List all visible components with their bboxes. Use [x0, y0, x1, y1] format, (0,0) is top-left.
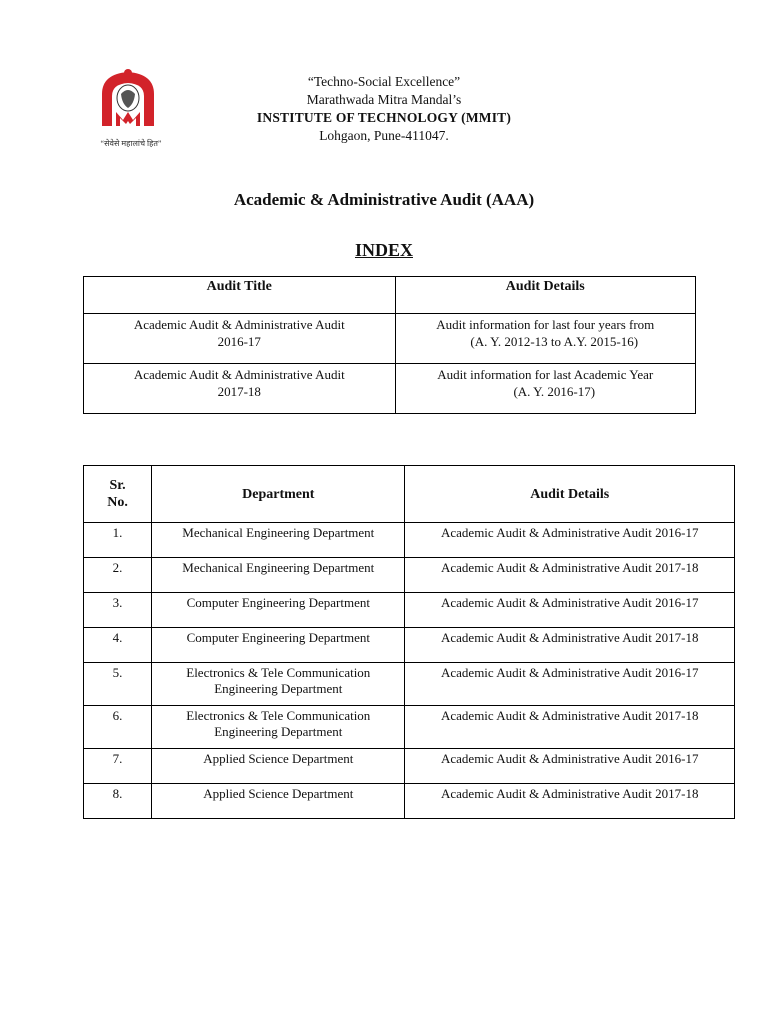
sr-cell: 7.	[84, 749, 152, 784]
table-row	[84, 314, 696, 364]
department-cell	[152, 593, 405, 628]
sr-cell: 8.	[84, 784, 152, 819]
table-row	[84, 706, 735, 749]
department-cell	[152, 523, 405, 558]
department-name: Electronics & Tele Communication	[186, 665, 371, 680]
tagline: “Techno-Social Excellence”	[307, 74, 461, 89]
audit-details-cell: Academic Audit & Administrative Audit 2016-17	[405, 593, 735, 628]
column-header-department: Department	[152, 466, 405, 523]
sr-cell: 2.	[84, 558, 152, 593]
department-cell	[152, 784, 405, 819]
sr-label: Sr.	[109, 478, 126, 493]
department-name: Applied Science Department	[203, 786, 354, 801]
department-cell	[152, 663, 405, 706]
organization-name: Marathwada Mitra Mandal’s	[306, 92, 462, 107]
department-name: Computer Engineering Department	[186, 595, 370, 610]
table-row	[84, 663, 735, 706]
audit-title-year: 2017-18	[217, 384, 261, 399]
department-cell	[152, 706, 405, 749]
no-label: No.	[107, 495, 128, 510]
sr-cell: 3.	[84, 593, 152, 628]
department-cell	[152, 558, 405, 593]
department-cell	[152, 749, 405, 784]
index-table	[83, 276, 696, 414]
sr-cell: 1.	[84, 523, 152, 558]
column-header-audit-details: Audit Details	[395, 277, 696, 314]
table-row	[84, 628, 735, 663]
audit-details-cell	[395, 314, 696, 364]
audit-title-year: 2016-17	[217, 334, 261, 349]
audit-title-cell	[84, 364, 396, 414]
document-title: Academic & Administrative Audit (AAA)	[233, 190, 535, 209]
table-row	[84, 523, 735, 558]
audit-title-line: Academic Audit & Administrative Audit	[133, 317, 345, 332]
index-heading-text: INDEX	[354, 240, 413, 260]
audit-details-line: Audit information for last Academic Year	[437, 367, 654, 382]
table-header-row	[84, 466, 735, 523]
audit-details-cell: Academic Audit & Administrative Audit 2017-18	[405, 706, 735, 749]
department-table	[83, 465, 735, 819]
department-name-cont: Engineering Department	[214, 724, 343, 739]
audit-title-line: Academic Audit & Administrative Audit	[133, 367, 345, 382]
institute-name: INSTITUTE OF TECHNOLOGY (MMIT)	[256, 110, 512, 125]
table-row	[84, 749, 735, 784]
audit-title-cell	[84, 314, 396, 364]
logo-motto: “सेवेसे महालांचे हित”	[100, 139, 162, 148]
column-header-audit-details: Audit Details	[405, 466, 735, 523]
column-header-sr-no	[84, 466, 152, 523]
department-name: Applied Science Department	[203, 751, 354, 766]
audit-details-cell	[395, 364, 696, 414]
audit-details-range: (A. Y. 2012-13 to A.Y. 2015-16)	[470, 334, 639, 349]
table-row	[84, 364, 696, 414]
column-header-audit-title: Audit Title	[84, 277, 396, 314]
department-cell	[152, 628, 405, 663]
sr-cell: 6.	[84, 706, 152, 749]
audit-details-cell: Academic Audit & Administrative Audit 2016-17	[405, 663, 735, 706]
department-name: Mechanical Engineering Department	[182, 560, 375, 575]
department-name-cont: Engineering Department	[214, 681, 343, 696]
audit-details-cell: Academic Audit & Administrative Audit 2016-17	[405, 749, 735, 784]
address: Lohgaon, Pune-411047.	[319, 128, 449, 143]
sr-cell: 5.	[84, 663, 152, 706]
department-name: Mechanical Engineering Department	[182, 525, 375, 540]
table-row	[84, 784, 735, 819]
table-row	[84, 558, 735, 593]
department-name: Electronics & Tele Communication	[186, 708, 371, 723]
audit-details-range: (A. Y. 2016-17)	[513, 384, 596, 399]
audit-details-line: Audit information for last four years from	[436, 317, 655, 332]
department-name: Computer Engineering Department	[186, 630, 370, 645]
table-row	[84, 593, 735, 628]
audit-details-cell: Academic Audit & Administrative Audit 2017-18	[405, 558, 735, 593]
table-header-row	[84, 277, 696, 314]
letterhead	[0, 73, 768, 145]
sr-cell: 4.	[84, 628, 152, 663]
audit-details-cell: Academic Audit & Administrative Audit 2017-18	[405, 784, 735, 819]
index-heading	[0, 240, 768, 261]
audit-details-cell: Academic Audit & Administrative Audit 2017-18	[405, 628, 735, 663]
audit-details-cell: Academic Audit & Administrative Audit 2016-17	[405, 523, 735, 558]
